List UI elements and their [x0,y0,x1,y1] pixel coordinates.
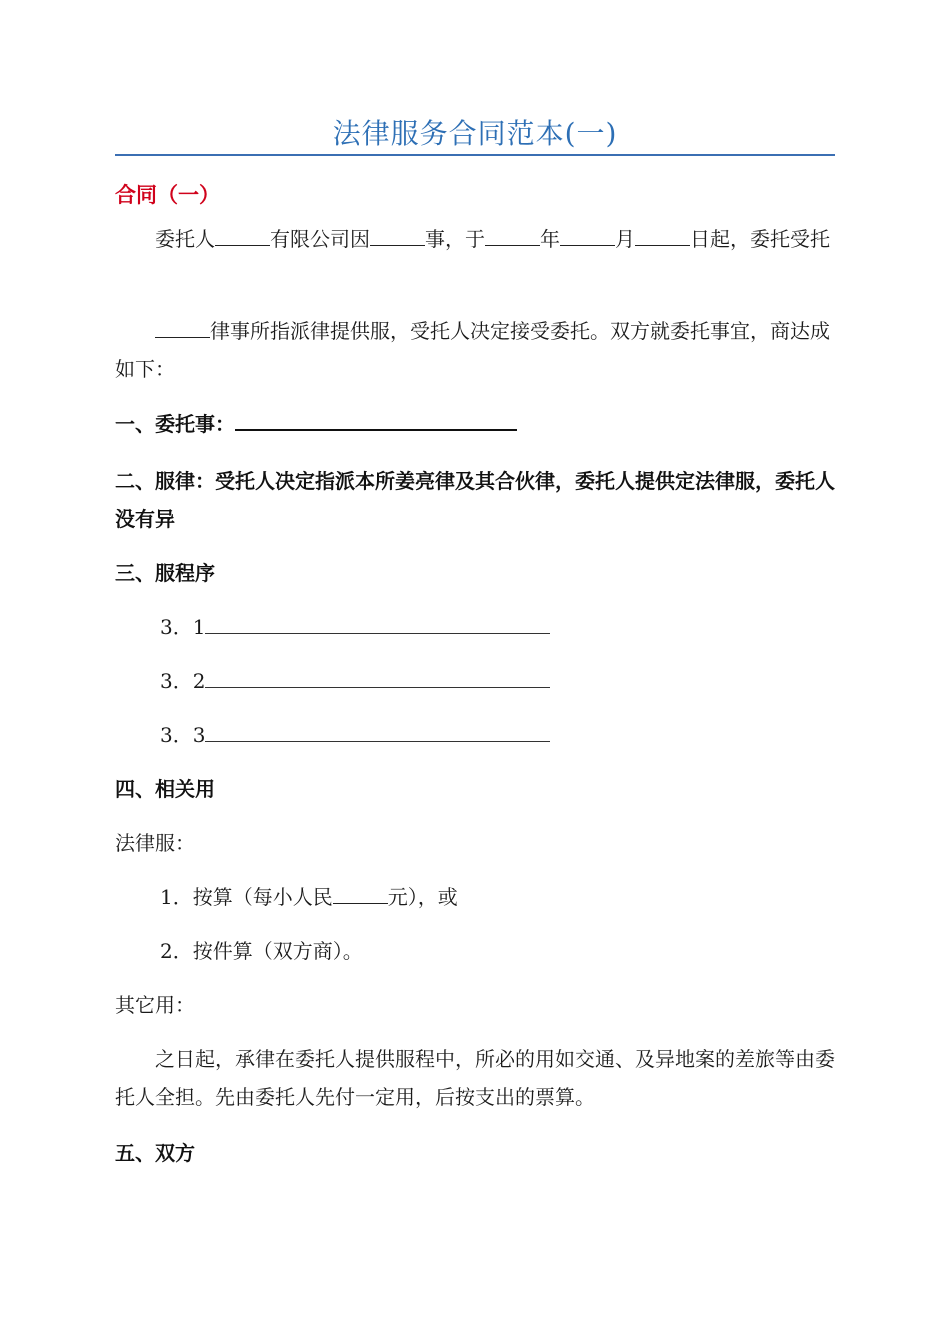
section-heading: 合同（一） [115,183,220,207]
para1-part-b: 有限公司因 [270,227,370,251]
heading-entrusted-matter-label: 一、委托事： [115,412,235,436]
procedure-item-blank [205,669,550,688]
blank-entrusted-matter [235,409,517,431]
other-fee-label: 其它用： [115,993,195,1017]
para2-text: 律事所指派律提供服，受托人决定接受委托。双方就委托事宜，商达成如下： [115,319,830,381]
procedure-item [115,716,880,754]
procedure-item-number: 3．1 [160,615,206,639]
heading-related-fees: 四、相关用 [115,777,215,801]
fee-option-per-case: 2．按件算（双方商）。 [160,939,363,963]
para1-part-e: 月 [615,227,635,251]
procedure-item-blank [205,723,550,742]
heading-service-lawyer: 二、服律：受托人决定指派本所姜亮律及其合伙律，委托人提供定法律服，委托人没有异 [115,469,835,531]
blank-company [215,227,270,246]
paragraph-delegation [115,220,835,258]
fee1-part-a: 1．按算（每小人民 [160,885,333,909]
blank-month [560,227,615,246]
procedure-item-number: 3．2 [160,669,206,693]
para1-part-d: 年 [540,227,560,251]
blank-law-firm [155,319,210,338]
document-title: 法律服务合同范本(一) [332,117,618,150]
paragraph-expenses: 之日起，承律在委托人提供服程中，所必的用如交通、及异地案的差旅等由委托人全担。先由委托人先付一定用，后按支出的票算。 [115,1047,835,1109]
fee-option-hourly [115,878,880,916]
para1-part-f: 日起，委托受托 [690,227,830,251]
blank-hourly-rate [333,885,388,904]
title-underline [115,154,835,156]
procedure-item-number: 3．3 [160,723,206,747]
blank-year [485,227,540,246]
procedure-item-blank [205,615,550,634]
para1-part-a: 委托人 [155,227,215,251]
heading-both-parties: 五、双方 [115,1141,195,1165]
fee1-part-b: 元），或 [387,885,458,909]
blank-matter [370,227,425,246]
blank-day [635,227,690,246]
para1-part-c: 事，于 [425,227,485,251]
procedure-item [115,662,880,700]
legal-fee-label: 法律服： [115,831,195,855]
procedure-item [115,608,880,646]
paragraph-agreement [115,312,835,388]
heading-service-procedure: 三、服程序 [115,561,215,585]
heading-entrusted-matter [115,405,835,443]
